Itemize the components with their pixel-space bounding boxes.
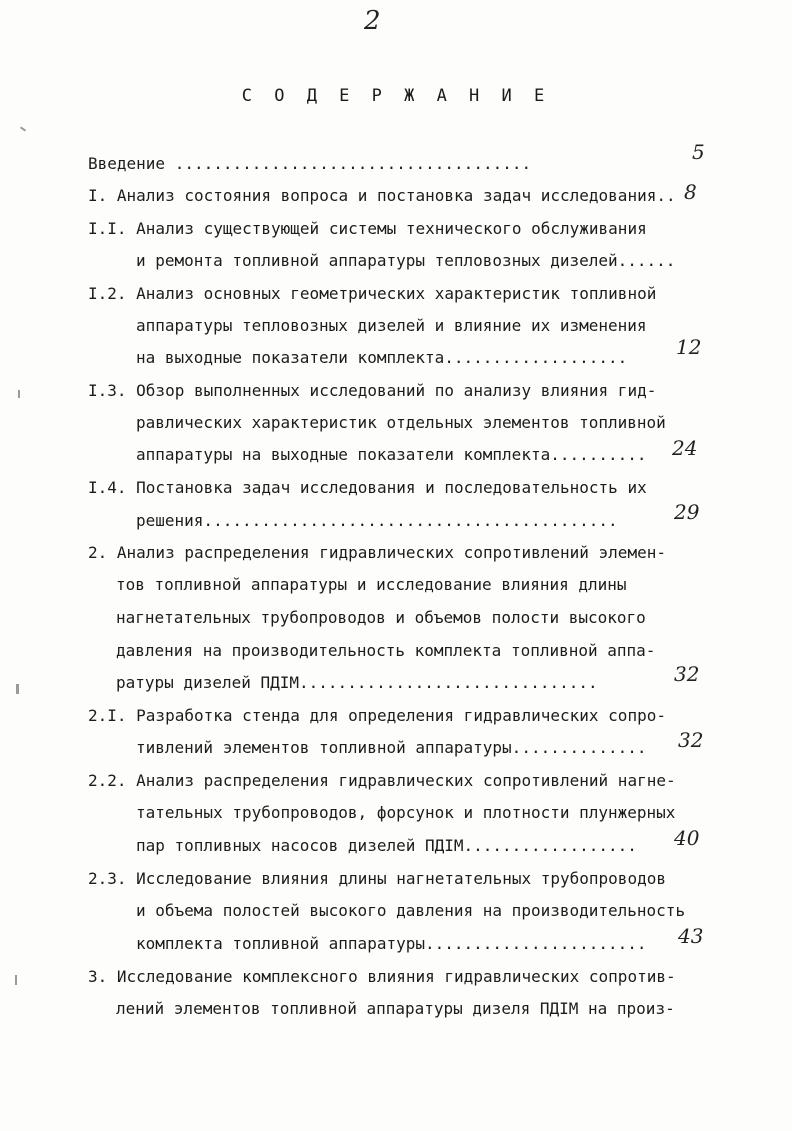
page-ref: 43 [678, 924, 704, 948]
toc-line: комплекта топливной аппаратуры....................... [136, 934, 647, 953]
page-ref: 5 [692, 140, 705, 164]
page-number: 2 [364, 6, 381, 36]
page-ref: 29 [674, 500, 700, 524]
toc-line: пар топливных насосов дизелей ПДIМ.................. [136, 836, 637, 855]
toc-line: равлических характеристик отдельных элементов топливной [136, 413, 666, 432]
toc-line: 2.2. Анализ распределения гидравлических сопротивлений нагне- [88, 771, 676, 790]
page-ref: 8 [684, 180, 697, 204]
scan-mark [15, 975, 17, 985]
page-ref: 32 [674, 662, 700, 686]
toc-line: и объема полостей высокого давления на производительность [136, 901, 686, 920]
toc-line: нагнетательных трубопроводов и объемов полости высокого [116, 608, 646, 627]
toc-line: 2.3. Исследование влияния длины нагнетательных трубопроводов [88, 869, 666, 888]
toc-line: Введение ..................................... [88, 154, 532, 173]
toc-line: и ремонта топливной аппаратуры тепловозных дизелей...... [136, 251, 676, 270]
toc-line: тательных трубопроводов, форсунок и плотности плунжерных [136, 803, 676, 822]
toc-line: на выходные показатели комплекта................... [136, 348, 628, 367]
page-ref: 40 [674, 826, 700, 850]
toc-line: I.3. Обзор выполненных исследований по анализу влияния гид- [88, 381, 657, 400]
page-ref: 24 [672, 436, 698, 460]
scan-mark [16, 684, 19, 694]
toc-line: I. Анализ состояния вопроса и постановка задач исследования.. [88, 186, 676, 205]
scan-mark [18, 390, 20, 398]
toc-line: I.I. Анализ существующей системы технического обслуживания [88, 219, 647, 238]
toc-line: лений элементов топливной аппаратуры дизеля ПДIМ на произ- [116, 999, 675, 1018]
toc-line: аппаратуры на выходные показатели комплекта.......... [136, 445, 647, 464]
toc-line: I.2. Анализ основных геометрических характеристик топливной [88, 284, 657, 303]
toc-heading: С О Д Е Р Ж А Н И Е [241, 86, 551, 106]
toc-line: ратуры дизелей ПДIМ............................... [116, 673, 598, 692]
page-ref: 12 [676, 335, 702, 359]
toc-line: тивлений элементов топливной аппаратуры.............. [136, 738, 647, 757]
toc-line: тов топливной аппаратуры и исследование влияния длины [116, 575, 627, 594]
page-ref: 32 [678, 728, 704, 752]
toc-line: давления на производительность комплекта топливной аппа- [116, 641, 656, 660]
toc-line: аппаратуры тепловозных дизелей и влияние их изменения [136, 316, 647, 335]
toc-line: решения........................................... [136, 511, 618, 530]
toc-line: 3. Исследование комплексного влияния гидравлических сопротив- [88, 967, 676, 986]
toc-line: 2. Анализ распределения гидравлических сопротивлений элемен- [88, 543, 666, 562]
toc-line: I.4. Постановка задач исследования и последовательность их [88, 478, 647, 497]
toc-line: 2.I. Разработка стенда для определения гидравлических сопро- [88, 706, 666, 725]
scan-mark [20, 126, 26, 131]
